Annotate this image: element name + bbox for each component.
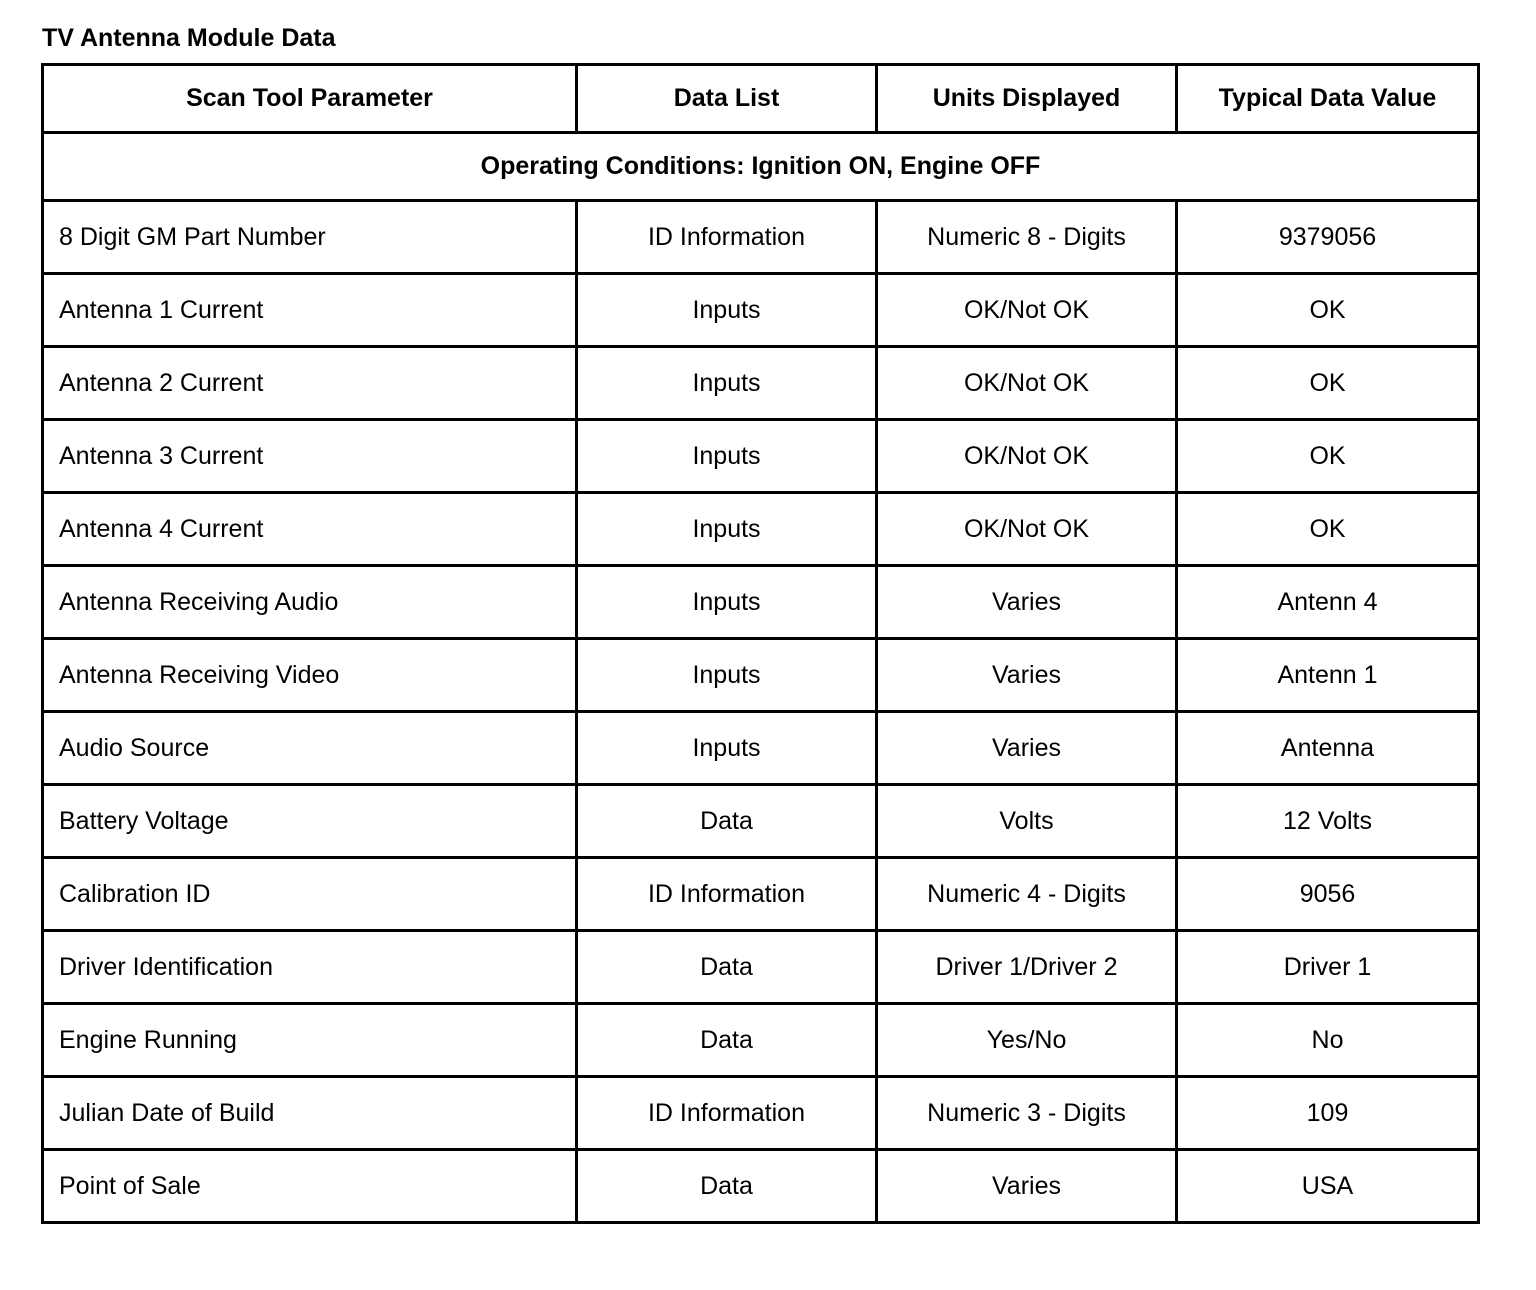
cell-typical-value: USA <box>1177 1150 1479 1223</box>
cell-units: Varies <box>877 1150 1177 1223</box>
cell-parameter: Antenna Receiving Audio <box>43 566 577 639</box>
cell-units: Varies <box>877 639 1177 712</box>
cell-parameter: Antenna 2 Current <box>43 347 577 420</box>
cell-units: Varies <box>877 566 1177 639</box>
cell-parameter: Antenna Receiving Video <box>43 639 577 712</box>
cell-units: Varies <box>877 712 1177 785</box>
table-row <box>43 639 1479 712</box>
cell-typical-value: No <box>1177 1004 1479 1077</box>
cell-typical-value: OK <box>1177 420 1479 493</box>
header-data-list: Data List <box>577 65 877 133</box>
cell-typical-value: Antenn 4 <box>1177 566 1479 639</box>
table-row <box>43 201 1479 274</box>
cell-data-list: Inputs <box>577 493 877 566</box>
table-row <box>43 1004 1479 1077</box>
operating-conditions-row <box>43 133 1479 201</box>
table-row <box>43 858 1479 931</box>
cell-typical-value: 109 <box>1177 1077 1479 1150</box>
table-row <box>43 420 1479 493</box>
cell-data-list: Inputs <box>577 420 877 493</box>
cell-typical-value: OK <box>1177 493 1479 566</box>
table-row <box>43 931 1479 1004</box>
cell-data-list: Inputs <box>577 566 877 639</box>
header-typical-data-value: Typical Data Value <box>1177 65 1479 133</box>
cell-parameter: Driver Identification <box>43 931 577 1004</box>
cell-data-list: Inputs <box>577 347 877 420</box>
header-scan-tool-parameter: Scan Tool Parameter <box>43 65 577 133</box>
cell-parameter: Calibration ID <box>43 858 577 931</box>
header-units-displayed: Units Displayed <box>877 65 1177 133</box>
cell-units: Numeric 4 - Digits <box>877 858 1177 931</box>
table-row <box>43 347 1479 420</box>
table-row <box>43 274 1479 347</box>
cell-data-list: Data <box>577 1004 877 1077</box>
cell-units: OK/Not OK <box>877 347 1177 420</box>
cell-typical-value: 12 Volts <box>1177 785 1479 858</box>
cell-typical-value: OK <box>1177 274 1479 347</box>
cell-typical-value: Antenn 1 <box>1177 639 1479 712</box>
cell-data-list: Data <box>577 785 877 858</box>
table-row <box>43 785 1479 858</box>
document-title: TV Antenna Module Data <box>42 24 336 52</box>
cell-data-list: ID Information <box>577 1077 877 1150</box>
cell-units: Numeric 8 - Digits <box>877 201 1177 274</box>
cell-data-list: Data <box>577 1150 877 1223</box>
table-row <box>43 712 1479 785</box>
table-row <box>43 493 1479 566</box>
cell-data-list: Data <box>577 931 877 1004</box>
cell-data-list: Inputs <box>577 274 877 347</box>
cell-units: Numeric 3 - Digits <box>877 1077 1177 1150</box>
module-data-table <box>41 63 1480 1224</box>
cell-units: Yes/No <box>877 1004 1177 1077</box>
cell-data-list: ID Information <box>577 858 877 931</box>
cell-units: OK/Not OK <box>877 420 1177 493</box>
cell-units: OK/Not OK <box>877 274 1177 347</box>
cell-parameter: Point of Sale <box>43 1150 577 1223</box>
cell-parameter: Audio Source <box>43 712 577 785</box>
table-row <box>43 1077 1479 1150</box>
cell-units: OK/Not OK <box>877 493 1177 566</box>
cell-typical-value: Antenna <box>1177 712 1479 785</box>
cell-parameter: Antenna 4 Current <box>43 493 577 566</box>
table-row <box>43 1150 1479 1223</box>
cell-units: Volts <box>877 785 1177 858</box>
cell-typical-value: 9056 <box>1177 858 1479 931</box>
cell-data-list: Inputs <box>577 712 877 785</box>
cell-data-list: ID Information <box>577 201 877 274</box>
cell-parameter: 8 Digit GM Part Number <box>43 201 577 274</box>
cell-typical-value: OK <box>1177 347 1479 420</box>
header-row <box>43 65 1479 133</box>
cell-parameter: Antenna 1 Current <box>43 274 577 347</box>
cell-parameter: Antenna 3 Current <box>43 420 577 493</box>
cell-typical-value: Driver 1 <box>1177 931 1479 1004</box>
table-row <box>43 566 1479 639</box>
cell-parameter: Julian Date of Build <box>43 1077 577 1150</box>
operating-conditions: Operating Conditions: Ignition ON, Engine OFF <box>43 133 1479 201</box>
cell-units: Driver 1/Driver 2 <box>877 931 1177 1004</box>
cell-parameter: Engine Running <box>43 1004 577 1077</box>
cell-data-list: Inputs <box>577 639 877 712</box>
cell-parameter: Battery Voltage <box>43 785 577 858</box>
cell-typical-value: 9379056 <box>1177 201 1479 274</box>
